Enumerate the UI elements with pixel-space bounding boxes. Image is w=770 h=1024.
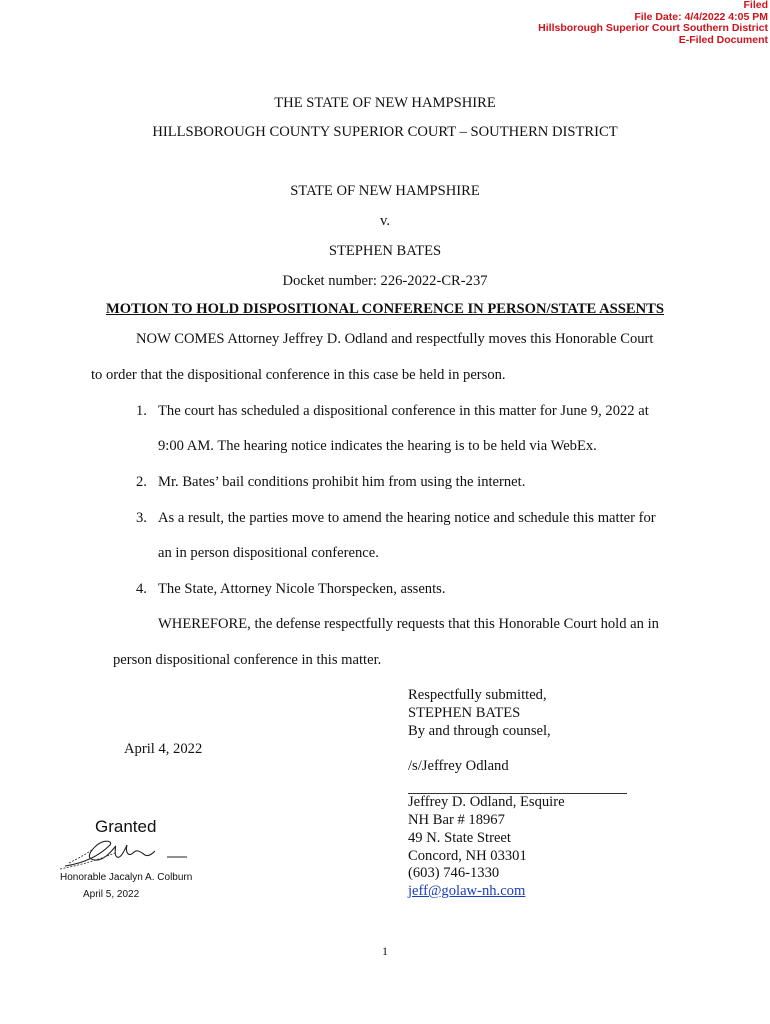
item-4-line-1: The State, Attorney Nicole Thorspecken, assents. — [158, 581, 446, 597]
docket-number: Docket number: 226-2022-CR-237 — [282, 273, 488, 289]
item-number: 4. — [136, 581, 147, 597]
signature-line — [408, 793, 627, 794]
street-address: 49 N. State Street — [408, 829, 511, 846]
efile-status: Filed — [743, 0, 768, 11]
judge-signature-image — [55, 833, 195, 873]
state-heading: THE STATE OF NEW HAMPSHIRE — [274, 95, 496, 111]
electronic-signature: /s/Jeffrey Odland — [408, 758, 509, 775]
bar-number: NH Bar # 18967 — [408, 811, 505, 828]
item-number: 2. — [136, 474, 147, 490]
order-ruling: Granted — [95, 817, 157, 836]
order-date: April 5, 2022 — [83, 889, 140, 900]
item-1-line-1: The court has scheduled a dispositional conference in this matter for June 9, 2022 at — [158, 403, 649, 419]
item-number: 3. — [136, 510, 147, 526]
intro-line-2: to order that the dispositional conference in this case be held in person. — [91, 367, 506, 383]
city-state-zip: Concord, NH 03301 — [408, 847, 527, 864]
wherefore-line-2: person dispositional conference in this matter. — [113, 652, 382, 668]
item-3-line-1: As a result, the parties move to amend the hearing notice and schedule this matter for — [158, 510, 656, 526]
wherefore-line-1: WHEREFORE, the defense respectfully requests that this Honorable Court hold an in — [158, 616, 659, 632]
efile-stamp — [538, 0, 768, 46]
filing-date: April 4, 2022 — [124, 741, 203, 757]
client-name: STEPHEN BATES — [408, 704, 521, 721]
versus: v. — [380, 213, 390, 229]
judge-name: Honorable Jacalyn A. Colburn — [60, 872, 193, 883]
efile-date: File Date: 4/4/2022 4:05 PM — [634, 10, 768, 23]
intro-line-1: NOW COMES Attorney Jeffrey D. Odland and respectfully moves this Honorable Court — [136, 331, 654, 347]
item-2-line-1: Mr. Bates’ bail conditions prohibit him from using the internet. — [158, 474, 526, 490]
plaintiff-name: STATE OF NEW HAMPSHIRE — [290, 183, 480, 199]
item-3-line-2: an in person dispositional conference. — [158, 545, 379, 561]
efile-doc-type: E-Filed Document — [678, 33, 768, 46]
court-heading: HILLSBOROUGH COUNTY SUPERIOR COURT – SOUTHERN DISTRICT — [152, 124, 618, 140]
motion-title: MOTION TO HOLD DISPOSITIONAL CONFERENCE IN PERSON/STATE ASSENTS — [105, 301, 665, 317]
item-1-line-2: 9:00 AM. The hearing notice indicates the hearing is to be held via WebEx. — [158, 438, 597, 454]
defendant-name: STEPHEN BATES — [328, 243, 442, 259]
item-number: 1. — [136, 403, 147, 419]
page-number: 1 — [382, 944, 388, 958]
phone-number: (603) 746-1330 — [408, 865, 500, 882]
submitted-line: Respectfully submitted, — [408, 687, 547, 703]
counsel-line: By and through counsel, — [408, 722, 551, 739]
efile-court: Hillsborough Superior Court Southern District — [538, 22, 768, 34]
attorney-name: Jeffrey D. Odland, Esquire — [408, 794, 565, 811]
email-link[interactable]: jeff@golaw-nh.com — [408, 883, 526, 900]
